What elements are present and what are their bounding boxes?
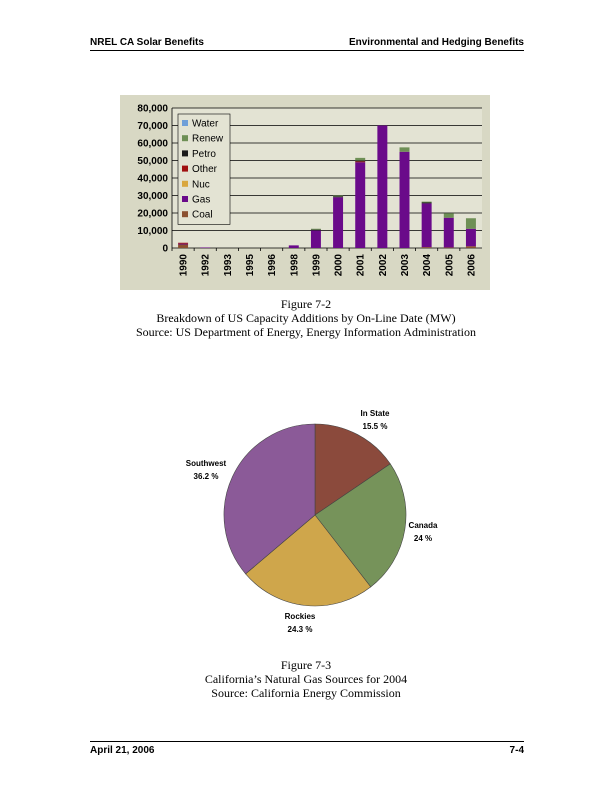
- legend-swatch-renew: [182, 135, 188, 141]
- x-tick-label: 1993: [222, 254, 234, 277]
- legend-swatch-nuc: [182, 181, 188, 187]
- bar-gas: [355, 162, 365, 248]
- figure-7-3-source: Source: California Energy Commission: [211, 686, 401, 700]
- x-tick-label: 2001: [355, 254, 367, 277]
- pie-label-in-state: In State: [360, 409, 390, 418]
- bar-gas: [422, 203, 432, 247]
- pie-label-canada: Canada: [408, 521, 438, 530]
- footer-page-number: 7-4: [509, 745, 524, 756]
- pie-value-in-state: 15.5 %: [362, 422, 388, 431]
- y-tick-label: 70,000: [137, 121, 168, 132]
- bar-renew: [400, 147, 410, 151]
- bar-coal: [444, 247, 454, 248]
- footer-rule: [90, 741, 524, 742]
- legend-swatch-other: [182, 166, 188, 172]
- bar-other: [355, 161, 365, 162]
- x-tick-label: 2003: [400, 254, 411, 277]
- figure-7-2-source: Source: US Department of Energy, Energy Information Administration: [135, 325, 477, 339]
- y-tick-label: 20,000: [137, 208, 168, 220]
- x-tick-label: 1999: [311, 254, 323, 277]
- x-tick-label: 2006: [466, 254, 478, 277]
- pie-value-rockies: 24.3 %: [287, 625, 313, 634]
- figure-7-2-label: Figure 7-2: [280, 297, 332, 311]
- legend-label-coal: Coal: [192, 209, 213, 221]
- legend-label-renew: Renew: [192, 133, 224, 145]
- pie-label-southwest: Southwest: [185, 459, 227, 468]
- bar-gas: [333, 197, 343, 248]
- figure-7-3-label: Figure 7-3: [280, 658, 332, 672]
- y-tick-label: 80,000: [137, 103, 168, 115]
- bar-renew: [466, 218, 476, 229]
- bar-coal: [178, 245, 188, 249]
- x-tick-label: 1998: [289, 254, 301, 277]
- y-tick-label: 0: [162, 243, 168, 255]
- bar-coal: [422, 247, 432, 248]
- bar-gas: [444, 218, 454, 248]
- x-tick-label: 1992: [200, 254, 212, 277]
- bar-petro: [422, 203, 432, 204]
- y-tick-label: 60,000: [137, 138, 168, 150]
- bar-gas: [289, 245, 299, 248]
- legend-label-gas: Gas: [192, 194, 211, 206]
- natural-gas-sources-pie-chart: [160, 400, 460, 645]
- pie-value-southwest: 36.2 %: [193, 472, 219, 481]
- figure-7-2-caption: [0, 297, 612, 339]
- x-tick-label: 1995: [245, 254, 256, 277]
- page-footer: [90, 745, 524, 759]
- y-tick-label: 50,000: [137, 156, 168, 167]
- legend-label-other: Other: [192, 164, 218, 176]
- x-tick-label: 1990: [178, 254, 190, 277]
- capacity-additions-bar-chart: [120, 95, 490, 290]
- y-tick-label: 10,000: [137, 226, 168, 237]
- pie-value-canada: 24 %: [413, 534, 433, 543]
- legend-swatch-water: [182, 120, 188, 126]
- x-tick-label: 2004: [422, 254, 434, 277]
- legend-label-water: Water: [192, 118, 219, 130]
- legend-label-nuc: Nuc: [192, 179, 210, 191]
- bar-renew: [444, 213, 454, 217]
- bar-other: [178, 243, 188, 244]
- figure-7-3-caption: [0, 658, 612, 700]
- bar-petro: [355, 161, 365, 162]
- legend-label-petro: Petro: [192, 148, 216, 160]
- bar-gas: [178, 244, 188, 245]
- legend-swatch-gas: [182, 196, 188, 202]
- bar-gas: [466, 229, 476, 247]
- footer-date: April 21, 2006: [90, 745, 155, 756]
- x-tick-label: 2000: [333, 254, 345, 277]
- bar-gas: [400, 152, 410, 248]
- bar-gas: [200, 247, 210, 248]
- legend-swatch-coal: [182, 211, 188, 217]
- y-tick-label: 40,000: [137, 173, 168, 185]
- header-left-title: NREL CA Solar Benefits: [90, 37, 204, 48]
- header-rule: [90, 50, 524, 51]
- bar-renew: [311, 229, 321, 230]
- legend-swatch-petro: [182, 150, 188, 156]
- bar-petro: [333, 196, 343, 197]
- chart-legend: [178, 114, 230, 224]
- x-tick-label: 2002: [377, 254, 389, 277]
- bar-renew: [355, 158, 365, 161]
- x-tick-label: 1996: [267, 254, 279, 277]
- bar-renew: [333, 196, 343, 197]
- figure-7-2-title: Breakdown of US Capacity Additions by On-Line Date (MW): [156, 311, 456, 325]
- pie-label-rockies: Rockies: [284, 612, 316, 621]
- y-tick-label: 30,000: [137, 191, 168, 202]
- bar-renew: [422, 202, 432, 203]
- figure-7-3-title: California’s Natural Gas Sources for 2004: [204, 672, 408, 686]
- x-tick-label: 2005: [444, 254, 456, 277]
- bar-petro: [311, 230, 321, 231]
- bar-coal: [466, 246, 476, 248]
- bar-gas: [377, 126, 387, 249]
- bar-gas: [311, 231, 321, 249]
- page-header: [90, 37, 524, 51]
- header-right-title: Environmental and Hedging Benefits: [348, 37, 524, 48]
